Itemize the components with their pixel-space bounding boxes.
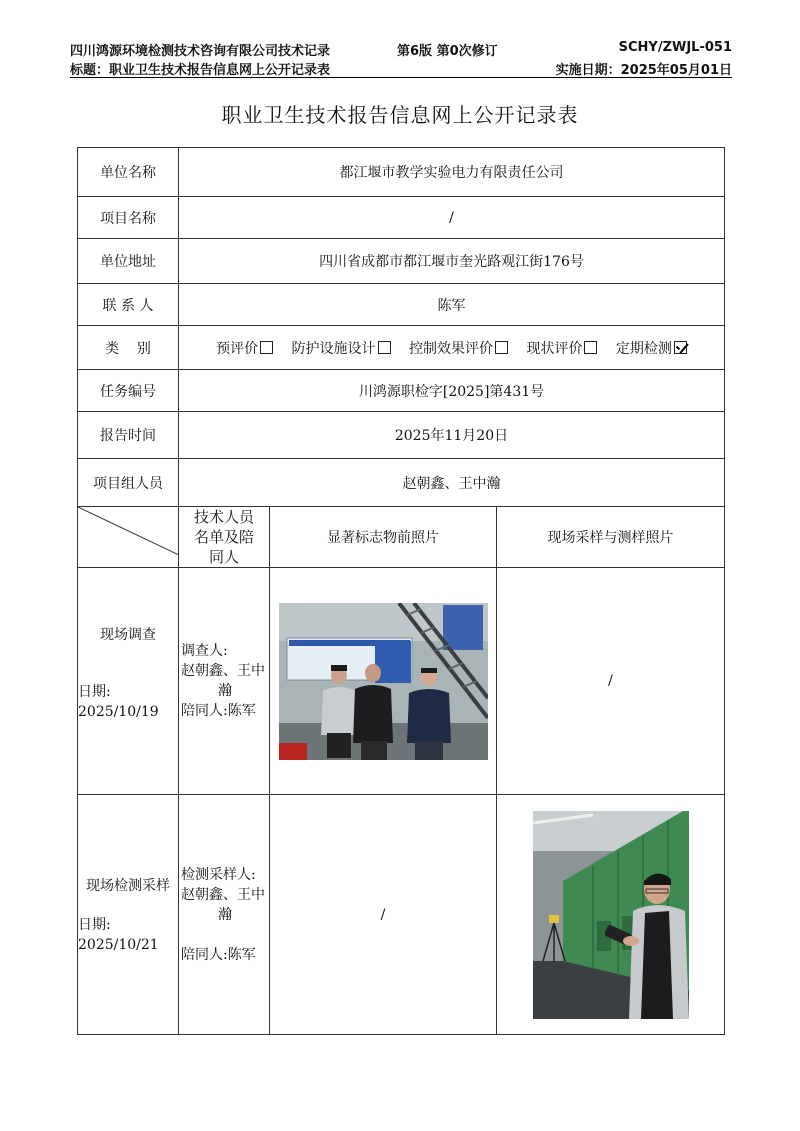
- sampling-photo-cell: [497, 795, 725, 1035]
- survey-staff-names: 赵朝鑫、王中: [181, 663, 265, 679]
- header-divider: [70, 77, 732, 78]
- checkbox-checked-icon[interactable]: [674, 341, 687, 354]
- sampling-date: 2025/10/21: [78, 937, 159, 953]
- doc-subject: 标题：职业卫生技术报告信息网上公开记录表: [70, 63, 331, 78]
- record-table: [77, 147, 725, 1035]
- label-contact: 联 系 人: [78, 284, 179, 326]
- row-team: [78, 459, 725, 507]
- option-label: 定期检测: [615, 340, 672, 357]
- value-team: 赵朝鑫、王中瀚: [179, 459, 725, 507]
- option-label: 控制效果评价: [409, 340, 493, 357]
- col-staff-header: 技术人员名单及陪同人: [179, 507, 270, 568]
- survey-date-label: 日期:: [78, 684, 111, 700]
- value-report-date: 2025年11月20日: [179, 412, 725, 459]
- diagonal-header-cell: [78, 507, 179, 568]
- diagonal-line: [78, 507, 179, 555]
- value-project-name: /: [179, 197, 725, 239]
- sampling-stage-title: 现场检测采样: [86, 878, 170, 894]
- version-info: 第6版 第0次修订: [397, 44, 498, 59]
- survey-stage-cell: [78, 568, 179, 795]
- col-sampling-header: 现场采样与测样照片: [497, 507, 725, 568]
- sampling-staff-role: 检测采样人:: [181, 866, 256, 883]
- label-team: 项目组人员: [78, 459, 179, 507]
- sampling-staff-names: 赵朝鑫、王中: [181, 886, 265, 903]
- survey-companion: 陪同人:陈军: [181, 703, 256, 719]
- checkbox-empty-icon[interactable]: [260, 341, 273, 354]
- row-site-survey: [78, 568, 725, 795]
- value-unit-name: 都江堰市教学实验电力有限责任公司: [179, 148, 725, 197]
- col-landmark-header: 显著标志物前照片: [270, 507, 497, 568]
- label-category: 类 别: [78, 326, 179, 370]
- row-project-name: [78, 197, 725, 239]
- option-control-effect[interactable]: [409, 341, 508, 357]
- sampling-landmark-photo-cell: /: [270, 795, 497, 1035]
- survey-landmark-photo-cell: [270, 568, 497, 795]
- checkbox-empty-icon[interactable]: [378, 341, 391, 354]
- landmark-group-photo: [279, 603, 488, 760]
- option-protection-design[interactable]: [292, 341, 391, 357]
- checkbox-empty-icon[interactable]: [584, 341, 597, 354]
- survey-staff-cell: [179, 568, 270, 795]
- survey-staff-names-cont: 瀚: [218, 683, 232, 699]
- row-report-date: [78, 412, 725, 459]
- option-label: 预评价: [216, 340, 259, 357]
- value-task-no: 川鸿源职检字[2025]第431号: [179, 370, 725, 412]
- label-unit-name: 单位名称: [78, 148, 179, 197]
- sampling-date-label: 日期:: [78, 917, 111, 933]
- option-pre-evaluation[interactable]: [216, 341, 273, 357]
- option-periodic-detection[interactable]: [616, 341, 687, 357]
- label-project-name: 项目名称: [78, 197, 179, 239]
- survey-sampling-photo-cell: /: [497, 568, 725, 795]
- row-address: [78, 239, 725, 284]
- row-contact: [78, 284, 725, 326]
- effective-date: 实施日期：2025年05月01日: [555, 63, 732, 78]
- option-label: 防护设施设计: [291, 340, 376, 357]
- label-address: 单位地址: [78, 239, 179, 284]
- row-task-no: [78, 370, 725, 412]
- sampling-stage-cell: [78, 795, 179, 1035]
- survey-staff-role: 调查人:: [181, 643, 228, 659]
- row-unit-name: [78, 148, 725, 197]
- label-report-date: 报告时间: [78, 412, 179, 459]
- row-site-sampling: [78, 795, 725, 1035]
- sampling-measurement-photo: [533, 811, 689, 1019]
- option-status-evaluation[interactable]: [526, 341, 597, 357]
- company-name: 四川鸿源环境检测技术咨询有限公司技术记录: [70, 44, 331, 59]
- value-address: 四川省成都市都江堰市奎光路观江街176号: [179, 239, 725, 284]
- survey-date: 2025/10/19: [78, 704, 159, 720]
- survey-stage-title: 现场调查: [100, 627, 156, 643]
- page-title: 职业卫生技术报告信息网上公开记录表: [221, 103, 579, 127]
- sampling-staff-names-cont: 瀚: [218, 906, 232, 923]
- doc-code: SCHY/ZWJL-051: [618, 40, 732, 55]
- checkbox-empty-icon[interactable]: [495, 341, 508, 354]
- value-contact: 陈军: [179, 284, 725, 326]
- label-task-no: 任务编号: [78, 370, 179, 412]
- sampling-staff-cell: [179, 795, 270, 1035]
- category-options: [179, 326, 725, 370]
- row-photo-header: [78, 507, 725, 568]
- option-label: 现状评价: [526, 340, 583, 357]
- row-category: [78, 326, 725, 370]
- sampling-companion: 陪同人:陈军: [181, 946, 256, 963]
